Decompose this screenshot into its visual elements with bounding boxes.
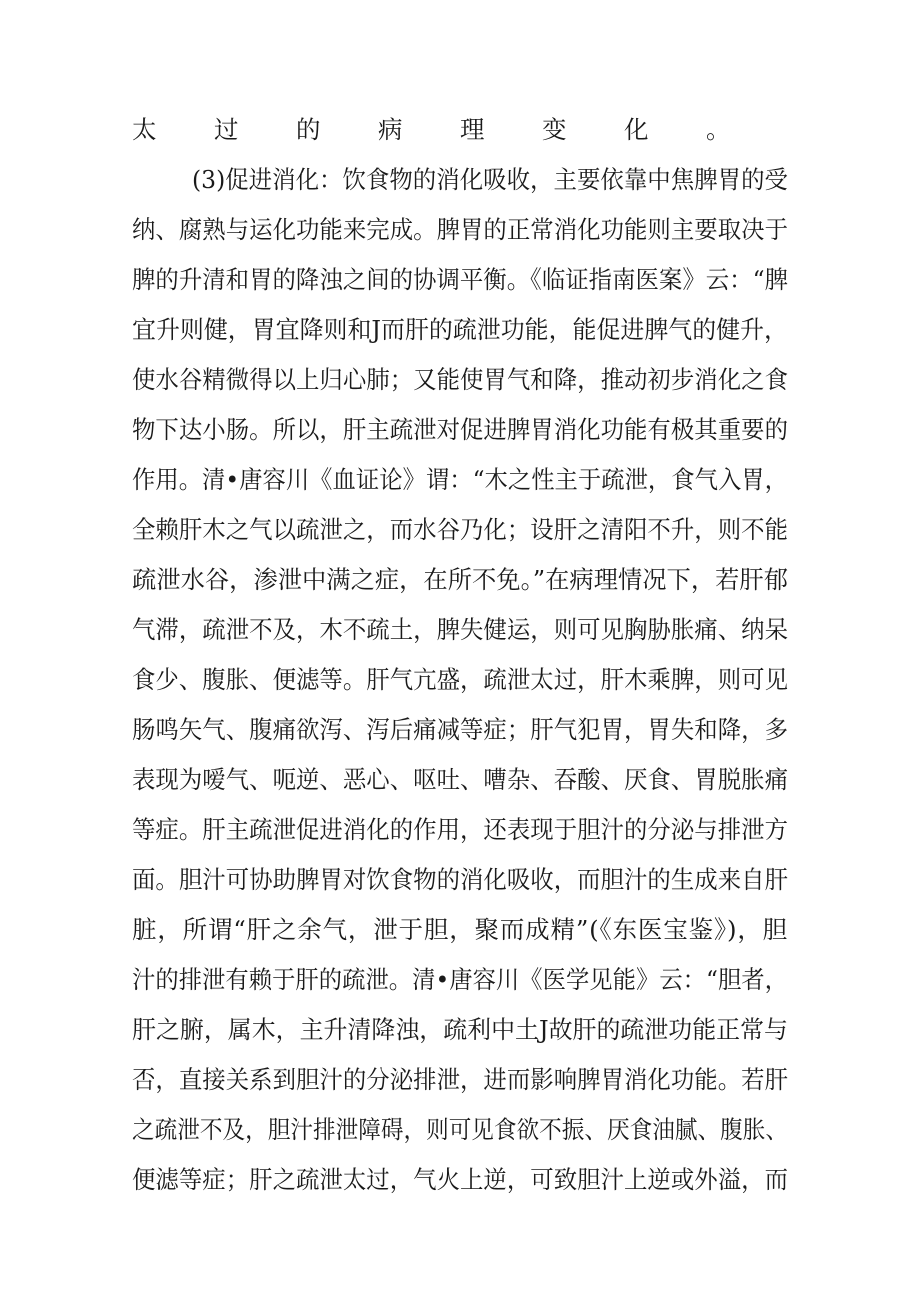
text-line-content: 宜升则健，胃宜降则和J而肝的疏泄功能，能促进脾气的健升， <box>132 315 788 344</box>
text-line <box>0 360 920 400</box>
text-line <box>0 710 920 750</box>
text-line <box>0 460 920 500</box>
text-line <box>0 1110 920 1150</box>
text-line <box>0 510 920 550</box>
text-line-content: 之疏泄不及，胆汁排泄障碍，则可见食欲不振、厌食油腻、腹胀、 <box>132 1115 788 1144</box>
text-line-content: 纳、腐熟与运化功能来完成。脾胃的正常消化功能则主要取决于 <box>132 215 788 244</box>
text-line-content: 面。胆汁可协助脾胃对饮食物的消化吸收，而胆汁的生成来自肝 <box>132 865 788 894</box>
text-line-content: 太过的病理变化。 <box>132 115 788 144</box>
text-line <box>0 1160 920 1200</box>
text-line <box>0 1060 920 1100</box>
text-line-content: 汁的排泄有赖于肝的疏泄。清•唐容川《医学见能》云：“胆者， <box>132 965 788 994</box>
text-line <box>0 660 920 700</box>
text-line-content: 脏，所谓“肝之余气，泄于胆，聚而成精”(《东医宝鉴》)，胆 <box>132 915 788 944</box>
text-line-content: 否，直接关系到胆汁的分泌排泄，进而影响脾胃消化功能。若肝 <box>132 1065 788 1094</box>
text-line <box>0 760 920 800</box>
text-line <box>0 160 920 200</box>
text-line-content: 等症。肝主疏泄促进消化的作用，还表现于胆汁的分泌与排泄方 <box>132 815 788 844</box>
text-line <box>0 310 920 350</box>
text-line-content: 气滞，疏泄不及，木不疏土，脾失健运，则可见胸胁胀痛、纳呆 <box>132 615 788 644</box>
text-line <box>0 1010 920 1050</box>
text-line <box>0 610 920 650</box>
text-line-content: 物下达小肠。所以，肝主疏泄对促进脾胃消化功能有极其重要的 <box>132 415 788 444</box>
text-line <box>0 910 920 950</box>
text-line <box>0 110 920 150</box>
text-line <box>0 560 920 600</box>
text-line-content: 疏泄水谷，渗泄中满之症，在所不免。”在病理情况下，若肝郁 <box>132 565 788 594</box>
text-line <box>0 210 920 250</box>
text-line-content: 脾的升清和胃的降浊之间的协调平衡。《临证指南医案》云：“脾 <box>132 265 788 294</box>
text-line-content: 肝之腑，属木，主升清降浊，疏利中土J故肝的疏泄功能正常与 <box>132 1015 788 1044</box>
text-line <box>0 810 920 850</box>
text-line-content: (3)促进消化：饮食物的消化吸收，主要依靠中焦脾胃的受 <box>192 165 788 194</box>
text-line-content: 作用。清•唐容川《血证论》谓：“木之性主于疏泄，食气入胃， <box>132 465 788 494</box>
text-line-content: 表现为嗳气、呃逆、恶心、呕吐、嘈杂、吞酸、厌食、胃脱胀痛 <box>132 765 788 794</box>
text-line-content: 使水谷精微得以上归心肺；又能使胃气和降，推动初步消化之食 <box>132 365 788 394</box>
text-line <box>0 260 920 300</box>
text-line-content: 全赖肝木之气以疏泄之，而水谷乃化；设肝之清阳不升，则不能 <box>132 515 788 544</box>
text-line <box>0 410 920 450</box>
text-line <box>0 960 920 1000</box>
text-line-content: 肠鸣矢气、腹痛欲泻、泻后痛减等症；肝气犯胃，胃失和降，多 <box>132 715 788 744</box>
text-line-content: 食少、腹胀、便滤等。肝气亢盛，疏泄太过，肝木乘脾，则可见 <box>132 665 788 694</box>
text-line <box>0 860 920 900</box>
text-line-content: 便滤等症；肝之疏泄太过，气火上逆，可致胆汁上逆或外溢，而 <box>132 1165 788 1194</box>
